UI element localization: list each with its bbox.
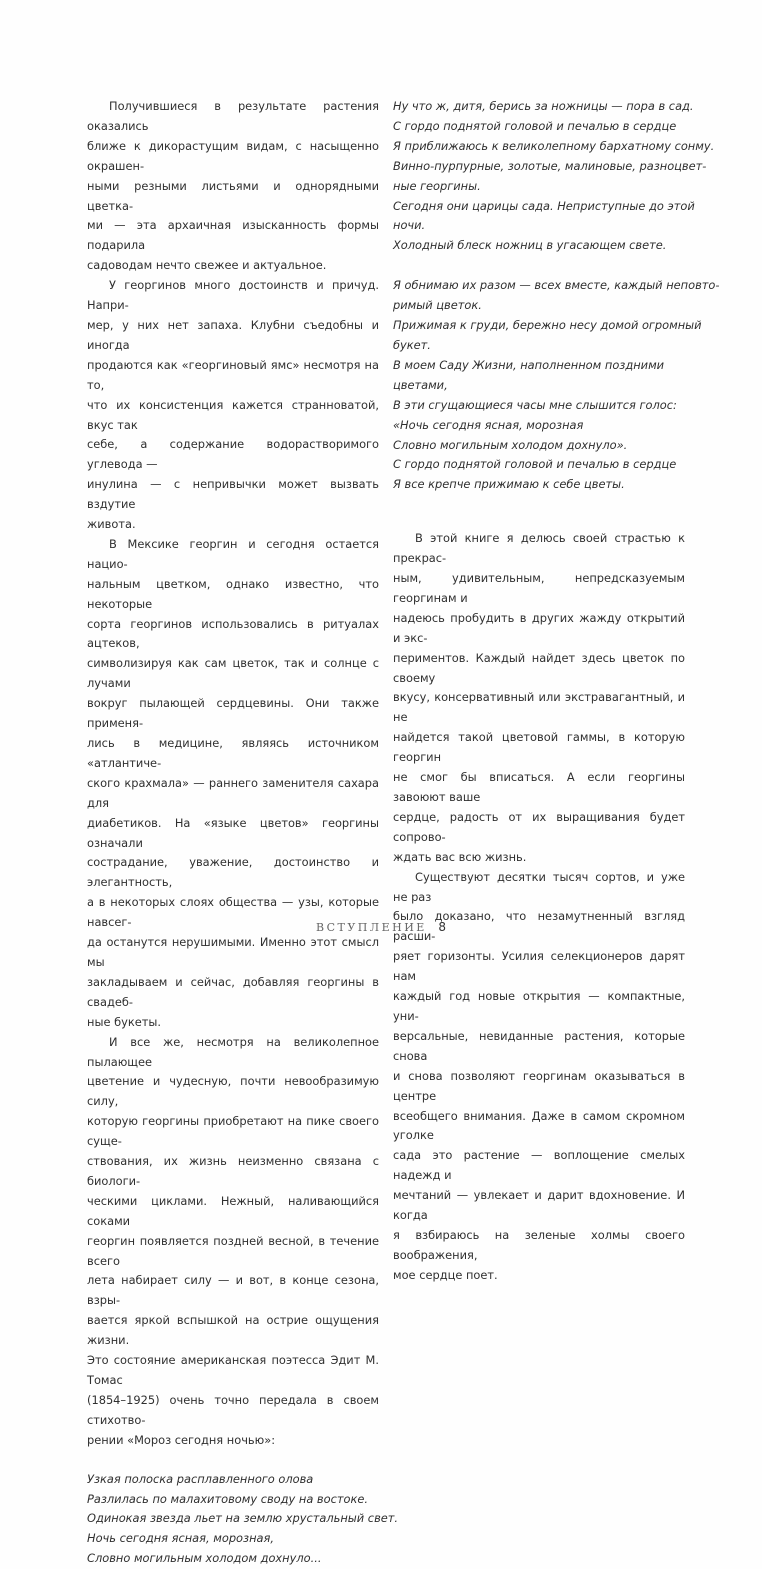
verse-line: В эти сгущающиеся часы мне слышится голос: <box>393 397 677 412</box>
verse-line: Словно могильным холодом дохнуло... <box>87 1551 322 1566</box>
verse-line: Холодный блеск ножниц в угасающем свете. <box>393 238 667 253</box>
verse-line: Разлилась по малахитовому своду на востоке. <box>87 1491 368 1506</box>
verse-line: ночи. <box>393 218 426 233</box>
verse-line: Ночь сегодня ясная, морозная, <box>87 1531 274 1546</box>
poem-excerpt <box>87 1470 399 1569</box>
verse-line: ные георгины. <box>393 178 481 193</box>
right-column <box>393 97 720 1286</box>
verse-line: римый цветок. <box>393 298 482 313</box>
left-column <box>87 97 399 1569</box>
paragraph: Получившиеся в результате растения оказались ближе к дикорастущим видам, с насыщенно окрашен- ными резными листьями и однорядными цветка- ми — эта архаичная изысканность формы подарила садоводам нечто свежее и актуальное. <box>87 99 379 273</box>
verse-line: «Ночь сегодня ясная, морозная <box>393 417 584 432</box>
verse-line: Я приближаюсь к великолепному бархатному сонму. <box>393 138 715 153</box>
verse-line: С гордо поднятой головой и печалью в сердце <box>393 457 677 472</box>
paragraph: В Мексике георгин и сегодня остается нацио- нальным цветком, однако известно, что некоторые сорта георгинов использовались в ритуалах ацтеков, символизируя как сам цветок, так и солнце с лучами вокруг пылающей сердцевины. Они также применя- лись в медицине, являясь источником «атлантиче- ского крахмала» — раннего заменителя сахара для диабетиков. На «языке цветов» георгины означали сострадание, уважение, достоинство и элегантность, а в некоторых слоях общества — узы, которые навсег- да останутся нерушимыми. Именно этот смысл мы закладываем и сейчас, добавляя георгины в свадеб- ные букеты. <box>87 536 379 1029</box>
verse-line: Одинокая звезда льет на землю хрустальный свет. <box>87 1511 399 1526</box>
verse-line: Словно могильным холодом дохнуло». <box>393 437 628 452</box>
page-footer <box>0 920 762 934</box>
paragraph: Существуют десятки тысяч сортов, и уже не раз было доказано, что незамутненный взгляд расши- ряет горизонты. Усилия селекционеров дарят нам каждый год новые открытия — компактные, уни- версальные, невиданные растения, которые снова и снова позволяют георгинам оказываться в центре всеобщего внимания. Даже в самом скромном уголке сада это растение — воплощение смелых надежд и мечтаний — увлекает и дарит вдохновение. И когда я взбираюсь на зеленые холмы своего воображения, мое сердце поет. <box>393 869 685 1282</box>
verse-line: Я все крепче прижимаю к себе цветы. <box>393 477 625 492</box>
verse-line: букет. <box>393 337 431 352</box>
paragraph: У георгинов много достоинств и причуд. Напри- мер, у них нет запаха. Клубни съедобны и иногда продаются как «георгиновый ямс» несмотря на то, что их консистенция кажется странноватой, вкус так себе, а содержание водорастворимого углевода — инулина — с непривычки может вызвать вздутие живота. <box>87 278 379 532</box>
section-title: ВСТУПЛЕНИЕ <box>316 921 427 934</box>
verse-line: Прижимая к груди, бережно несу домой огромный <box>393 318 702 333</box>
verse-line: Винно-пурпурные, золотые, малиновые, разноцвет- <box>393 158 707 173</box>
verse-line: С гордо поднятой головой и печалью в сердце <box>393 118 677 133</box>
poem-stanza-1 <box>393 97 715 256</box>
verse-line: Узкая полоска расплавленного олова <box>87 1471 314 1486</box>
verse-line: Ну что ж, дитя, берись за ножницы — пора в сад. <box>393 99 694 113</box>
paragraph: В этой книге я делюсь своей страстью к прекрас- ным, удивительным, непредсказуемым георгинам и надеюсь пробудить в других жажду открытий и экс- периментов. Каждый найдет здесь цветок по своему вкусу, консервативный или экстравагантный, и не найдется такой цветовой гаммы, в которую георгин не смог бы вписаться. А если георгины завоюют ваше сердце, радость от их выращивания будет сопрово- ждать вас всю жизнь. <box>393 531 685 864</box>
poem-stanza-2 <box>393 276 720 495</box>
verse-line: В моем Саду Жизни, наполненном поздними <box>393 357 665 372</box>
verse-line: Сегодня они царицы сада. Неприступные до этой <box>393 198 695 213</box>
page-number: 8 <box>438 920 446 934</box>
verse-line: цветами, <box>393 377 448 392</box>
paragraph: И все же, несмотря на великолепное пылающее цветение и чудесную, почти невообразимую силу, которую георгины приобретают на пике своего суще- ствования, их жизнь неизменно связана с биологи- ческими циклами. Нежный, наливающийся соками георгин появляется поздней весной, в течение всего лета набирает силу — и вот, в конце сезона, взры- вается яркой вспышкой на острие ощущения жизни. Это состояние американская поэтесса Эдит М. Томас (1854–1925) очень точно передала в своем стихотво- рении «Мороз сегодня ночью»: <box>87 1034 379 1447</box>
verse-line: Я обнимаю их разом — всех вместе, каждый неповто- <box>393 278 720 293</box>
